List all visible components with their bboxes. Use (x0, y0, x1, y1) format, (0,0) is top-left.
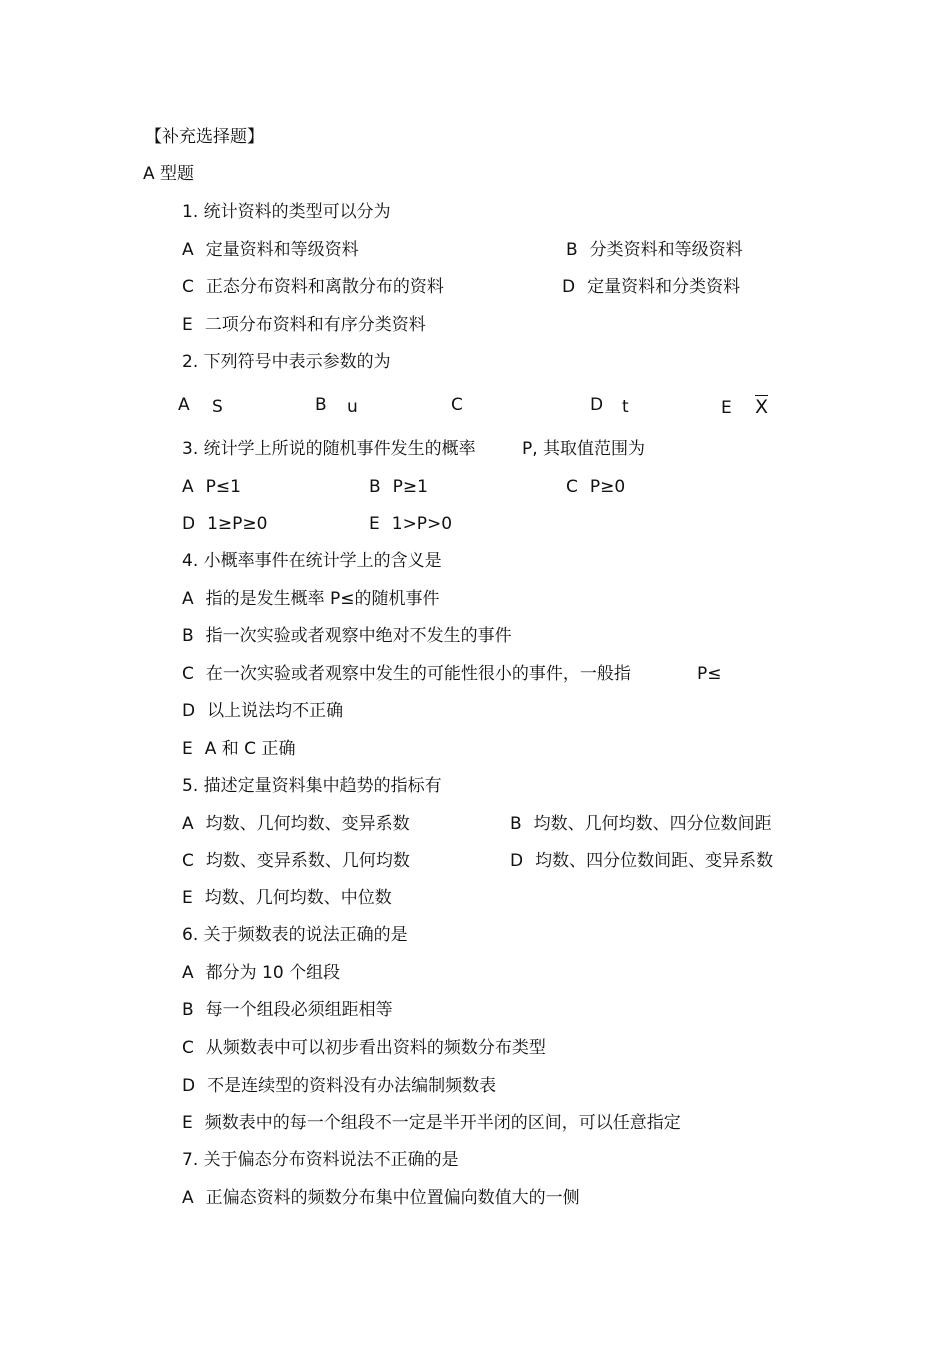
q5-option-d (510, 850, 773, 872)
option-text: 正偏态资料的频数分布集中位置偏向数值大的一侧 (205, 1188, 580, 1208)
q2-option-e-letter: E (721, 398, 732, 418)
q6-option-a (182, 962, 340, 984)
option-text: 1≥P≥0 (207, 514, 268, 534)
q3-option-b (369, 476, 428, 498)
option-letter: B (369, 477, 381, 497)
option-text: 二项分布资料和有序分类资料 (204, 315, 426, 335)
q1-option-d (562, 276, 740, 298)
q3-option-c (566, 476, 625, 498)
q2-option-b-letter: B (315, 395, 327, 415)
q5-stem: 5. 描述定量资料集中趋势的指标有 (182, 776, 442, 796)
q6-option-b (182, 999, 393, 1021)
q2-option-c-letter: C (451, 395, 463, 415)
q5-option-c (182, 850, 410, 872)
q4-option-d (182, 700, 343, 722)
option-text: 不是连续型的资料没有办法编制频数表 (207, 1076, 497, 1096)
option-text: 都分为 10 个组段 (205, 963, 341, 983)
option-letter: B (566, 240, 578, 260)
option-text: 均数、几何均数、四分位数间距 (533, 814, 772, 834)
option-letter: C (566, 477, 578, 497)
option-letter: D (182, 1076, 196, 1096)
option-letter: E (182, 888, 193, 908)
option-letter: D (182, 514, 196, 534)
q2-option-d-text: t (622, 397, 629, 417)
q4-option-b (182, 625, 512, 647)
option-letter: E (369, 514, 380, 534)
option-text: 均数、几何均数、变异系数 (205, 814, 410, 834)
q1-option-a (182, 239, 359, 261)
q2-option-b-text: u (347, 397, 358, 417)
option-text: 频数表中的每一个组段不一定是半开半闭的区间，可以任意指定 (204, 1113, 681, 1133)
option-letter: C (182, 1038, 194, 1058)
option-text: 每一个组段必须组距相等 (205, 1000, 393, 1020)
q4-stem: 4. 小概率事件在统计学上的含义是 (182, 551, 442, 571)
q4-option-c-tail: P≤ (697, 664, 722, 684)
option-letter: C (182, 851, 194, 871)
q4-option-c (182, 663, 631, 685)
option-letter: A (182, 589, 194, 609)
option-letter: A (182, 240, 194, 260)
q1-option-e (182, 314, 426, 336)
option-text: 分类资料和等级资料 (589, 240, 743, 260)
option-text: 定量资料和分类资料 (587, 277, 741, 297)
option-text: 从频数表中可以初步看出资料的频数分布类型 (205, 1038, 546, 1058)
option-text: 定量资料和等级资料 (205, 240, 359, 260)
q7-option-a (182, 1187, 580, 1209)
option-text: 均数、四分位数间距、变异系数 (535, 851, 774, 871)
option-letter: B (182, 626, 194, 646)
q2-option-d-letter: D (590, 395, 604, 415)
heading: 【补充选择题】 (145, 127, 264, 147)
q3-option-a (182, 476, 241, 498)
option-letter: A (182, 963, 194, 983)
option-text: 1>P>0 (391, 514, 453, 534)
option-text: 在一次实验或者观察中发生的可能性很小的事件，一般指 (205, 664, 631, 684)
option-letter: B (510, 814, 522, 834)
option-text: 以上说法均不正确 (207, 701, 344, 721)
q1-option-c (182, 276, 444, 298)
q3-option-e (369, 513, 452, 535)
q3-option-d (182, 513, 267, 535)
q1-stem: 1. 统计资料的类型可以分为 (182, 202, 391, 222)
q5-option-e (182, 887, 392, 909)
q4-option-e (182, 738, 295, 760)
q1-option-b (566, 239, 743, 261)
q7-stem: 7. 关于偏态分布资料说法不正确的是 (182, 1150, 459, 1170)
q6-stem: 6. 关于频数表的说法正确的是 (182, 925, 408, 945)
option-text: P≤1 (205, 477, 241, 497)
q5-option-b (510, 813, 772, 835)
option-letter: E (182, 315, 193, 335)
q2-option-a-letter: A (178, 395, 190, 415)
section-title: A 型题 (143, 164, 195, 184)
option-letter: D (182, 701, 196, 721)
option-text: 指的是发生概率 P≤的随机事件 (205, 589, 440, 609)
option-letter: C (182, 664, 194, 684)
option-text: 均数、几何均数、中位数 (204, 888, 392, 908)
q3-stem: 3. 统计学上所说的随机事件发生的概率 (182, 439, 476, 459)
option-letter: B (182, 1000, 194, 1020)
q3-stem-tail: P, 其取值范围为 (522, 439, 646, 459)
option-letter: E (182, 1113, 193, 1133)
q6-option-c (182, 1037, 546, 1059)
q2-option-a-text: S (212, 397, 223, 417)
q6-option-d (182, 1075, 496, 1097)
option-letter: A (182, 1188, 194, 1208)
option-letter: A (182, 477, 194, 497)
option-text: P≥0 (589, 477, 626, 497)
option-text: 正态分布资料和离散分布的资料 (205, 277, 444, 297)
q2-stem: 2. 下列符号中表示参数的为 (182, 352, 391, 372)
option-letter: C (182, 277, 194, 297)
option-letter: D (562, 277, 576, 297)
option-text: P≥1 (392, 477, 428, 497)
option-letter: E (182, 739, 193, 759)
option-text: A 和 C 正确 (204, 739, 296, 759)
option-text: 均数、变异系数、几何均数 (205, 851, 410, 871)
q6-option-e (182, 1112, 681, 1134)
option-text: 指一次实验或者观察中绝对不发生的事件 (205, 626, 512, 646)
option-letter: A (182, 814, 194, 834)
q2-option-e-text: $\overline{X}$ (755, 396, 769, 418)
option-letter: D (510, 851, 524, 871)
q5-option-a (182, 813, 410, 835)
q4-option-a (182, 588, 440, 610)
